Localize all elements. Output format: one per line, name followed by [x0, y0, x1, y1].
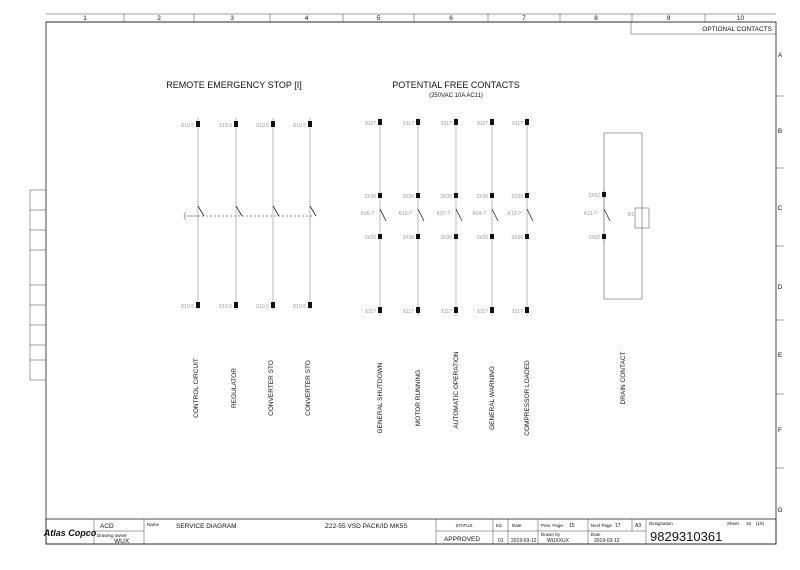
terminal-top [416, 119, 420, 125]
terminal-mid-top-label: 3X30 [402, 194, 414, 200]
column-label: 6 [449, 15, 453, 22]
drawing-owner-label: Drawing owner [97, 533, 128, 538]
drawn-date-label: Date [591, 532, 601, 537]
terminal-bottom [490, 307, 494, 313]
row-label: A [777, 52, 783, 59]
terminal-mid-top-label: 3X30 [476, 194, 488, 200]
name-label: Name [147, 522, 160, 527]
drain-contact-circuit [584, 133, 649, 404]
sheet-value: 16 [746, 521, 752, 526]
drawn-date-value: 2019-03-12 [594, 538, 620, 544]
left-margin-block [30, 190, 46, 380]
date-label: Date [512, 523, 522, 528]
terminal-top-label: X10.5 [218, 123, 232, 129]
terminal-top [196, 121, 200, 127]
estop-circuit-label: CONVERTER STO [268, 360, 275, 416]
terminal-top [525, 119, 529, 125]
estop-switch [310, 206, 316, 216]
terminal-bottom-label: X11? [402, 309, 414, 315]
edition-label: Ed. [496, 523, 503, 528]
estop-circuit-label: CONTROL CIRCUIT [193, 358, 200, 418]
column-grid [46, 14, 776, 22]
terminal-top-label: X11? [476, 121, 488, 127]
terminal-mid-bottom-label: 3X30 [440, 235, 452, 241]
relay-circuit [508, 118, 533, 436]
emergency-stop-title: REMOTE EMERGENCY STOP [I] [166, 80, 302, 90]
terminal-bottom [271, 302, 275, 308]
terminal-bottom [454, 307, 458, 313]
terminal-mid-top-label: 3X30 [511, 194, 523, 200]
terminal-top-label: X11? [511, 121, 523, 127]
prev-page-value: 15 [569, 523, 575, 529]
designation-number: 9829310361 [650, 529, 723, 544]
column-label: 8 [594, 15, 598, 22]
terminal-bottom-label: X11? [511, 309, 523, 315]
title-block [43, 519, 776, 545]
relay-label: K07-? [436, 211, 450, 217]
terminal-top [271, 121, 275, 127]
terminal-mid-bottom [525, 234, 529, 239]
row-label: F [778, 427, 782, 434]
estop-circuit-label: REGULATOR [231, 368, 238, 408]
terminal-mid-bottom [378, 234, 382, 239]
terminal-mid-bottom-label: 3X30 [364, 235, 376, 241]
column-label: 1 [83, 15, 87, 22]
column-label: 3 [230, 15, 234, 22]
terminal-mid-top [454, 193, 458, 198]
terminal-bottom [416, 307, 420, 313]
relay-circuit-label: AUTOMATIC OPERATION [453, 351, 460, 429]
estop-switch [273, 206, 279, 216]
row-label: B [777, 128, 783, 135]
terminal-mid-top [416, 193, 420, 198]
drain-coil-label: B1 [628, 212, 635, 218]
relay-contact [380, 209, 386, 221]
row-label: C [777, 205, 783, 212]
drain-relay-label: K11-? [584, 211, 597, 217]
terminal-top-label: X10.5 [255, 123, 269, 129]
terminal-bottom-label: X10.5 [180, 304, 194, 310]
terminal-mid-bottom [416, 234, 420, 239]
sheet-label: Sheet [727, 521, 739, 526]
terminal-bottom [378, 307, 382, 313]
relay-contact [418, 209, 424, 221]
designation-label: Designation [649, 521, 673, 526]
prev-page-label: Prev. Page [541, 523, 563, 528]
terminal-mid-bottom-label: 3X30 [476, 235, 488, 241]
status-label: STATUS [455, 523, 473, 528]
date-value: 2019-03-12 [511, 538, 537, 544]
relay-contact [527, 209, 533, 221]
terminal-mid-top-label: 3X30 [364, 194, 376, 200]
row-label: D [777, 284, 783, 291]
emergency-stop-circuits [181, 118, 316, 418]
terminal-top [234, 121, 238, 127]
column-label: 9 [666, 15, 671, 22]
relay-circuit [437, 118, 462, 429]
column-label: 10 [736, 15, 745, 22]
column-label: 2 [157, 15, 161, 22]
terminal-bottom-label: X11? [364, 309, 376, 315]
terminal-mid-top [525, 193, 529, 198]
potential-free-contacts-title: POTENTIAL FREE CONTACTS [392, 80, 520, 90]
terminal-top-label: X11? [364, 121, 376, 127]
relay-circuit [473, 118, 498, 430]
column-label: 4 [304, 15, 309, 22]
relay-circuit-label: GENERAL WARNING [489, 366, 496, 430]
relay-circuit-label: COMPRESSOR LOADED [524, 360, 531, 436]
estop-circuit-label: CONVERTER STO [305, 360, 312, 416]
column-label: 5 [376, 15, 381, 22]
terminal-top-label: X10.5 [292, 123, 306, 129]
estop-circuit [219, 118, 242, 408]
estop-switch [198, 206, 204, 216]
contacts-rating: (250VAC 10A AC11) [429, 93, 483, 99]
relay-label: K04-? [472, 211, 486, 217]
terminal-mid-bottom [490, 234, 494, 239]
drawing-frame [46, 22, 776, 544]
terminal-bottom-label: X10.5 [218, 304, 232, 310]
terminal-mid-top [378, 193, 382, 198]
relay-contact [492, 209, 498, 221]
terminal-mid-bottom-label: 3X30 [511, 235, 523, 241]
edition-value: 01 [498, 538, 504, 544]
optional-contacts-label: OPTIONAL CONTACTS [702, 26, 772, 33]
relay-circuit [399, 118, 424, 426]
terminal-top-label: X10.5 [180, 123, 194, 129]
terminal-top-label: X11? [402, 121, 414, 127]
terminal-top [378, 119, 382, 125]
terminal-bottom-label: X11? [440, 309, 452, 315]
relay-circuit-label: GENERAL SHUTDOWN [377, 362, 384, 434]
relay-label: K05-? [360, 211, 374, 217]
acd-label: ACD [100, 523, 114, 530]
diagram-name: SERVICE DIAGRAM [176, 523, 237, 530]
paper-size: A3 [635, 523, 642, 529]
terminal-bottom-label: X10.5 [292, 304, 306, 310]
terminal-bottom [308, 302, 312, 308]
estop-actuator [184, 212, 198, 220]
terminal-top [308, 121, 312, 127]
drawn-by-label: Drawn by [541, 532, 561, 537]
drain-contact-label: DRAIN CONTACT [620, 351, 627, 405]
terminal-bottom-label: X11? [476, 309, 488, 315]
terminal-bottom [525, 307, 529, 313]
row-label: E [777, 352, 783, 359]
terminal-bottom [196, 302, 200, 308]
terminal-bottom-label: X10.5 [255, 304, 269, 310]
row-label: G [777, 507, 783, 514]
terminal-top-label: X11? [440, 121, 452, 127]
drain-terminal-top: 3X32 [588, 193, 600, 199]
drain-terminal-bottom: 3X32 [588, 235, 600, 241]
next-page-value: 17 [615, 523, 621, 529]
terminal-bottom [234, 302, 238, 308]
relay-label: K12-? [507, 211, 521, 217]
terminal-top [490, 119, 494, 125]
terminal-mid-top-label: 3X30 [440, 194, 452, 200]
relay-contact-circuits [361, 118, 533, 436]
relay-circuit [361, 118, 386, 433]
terminal-top [454, 119, 458, 125]
relay-label: K10-? [398, 211, 412, 217]
relay-contact [456, 209, 462, 221]
column-label: 7 [522, 15, 526, 22]
next-page-label: Next Page [591, 523, 613, 528]
row-grid [776, 52, 784, 514]
terminal-mid-bottom [454, 234, 458, 239]
machine-model: Z22-55 VSD PACK/ID MK5S [325, 523, 408, 530]
sheet-total: (19) [756, 521, 765, 526]
estop-circuit [181, 118, 204, 418]
estop-circuit [256, 118, 279, 416]
terminal-mid-bottom-label: 3X30 [402, 235, 414, 241]
estop-circuit [293, 118, 316, 416]
drawn-by-value: WUXXUX [547, 538, 569, 544]
relay-circuit-label: MOTOR RUNNING [415, 369, 422, 427]
estop-switch [236, 206, 242, 216]
drawing-owner: WUX [114, 538, 130, 545]
terminal-mid-top [490, 193, 494, 198]
atlas-copco-logo: Atlas Copco [43, 528, 97, 538]
status-value: APPROVED [443, 536, 481, 543]
